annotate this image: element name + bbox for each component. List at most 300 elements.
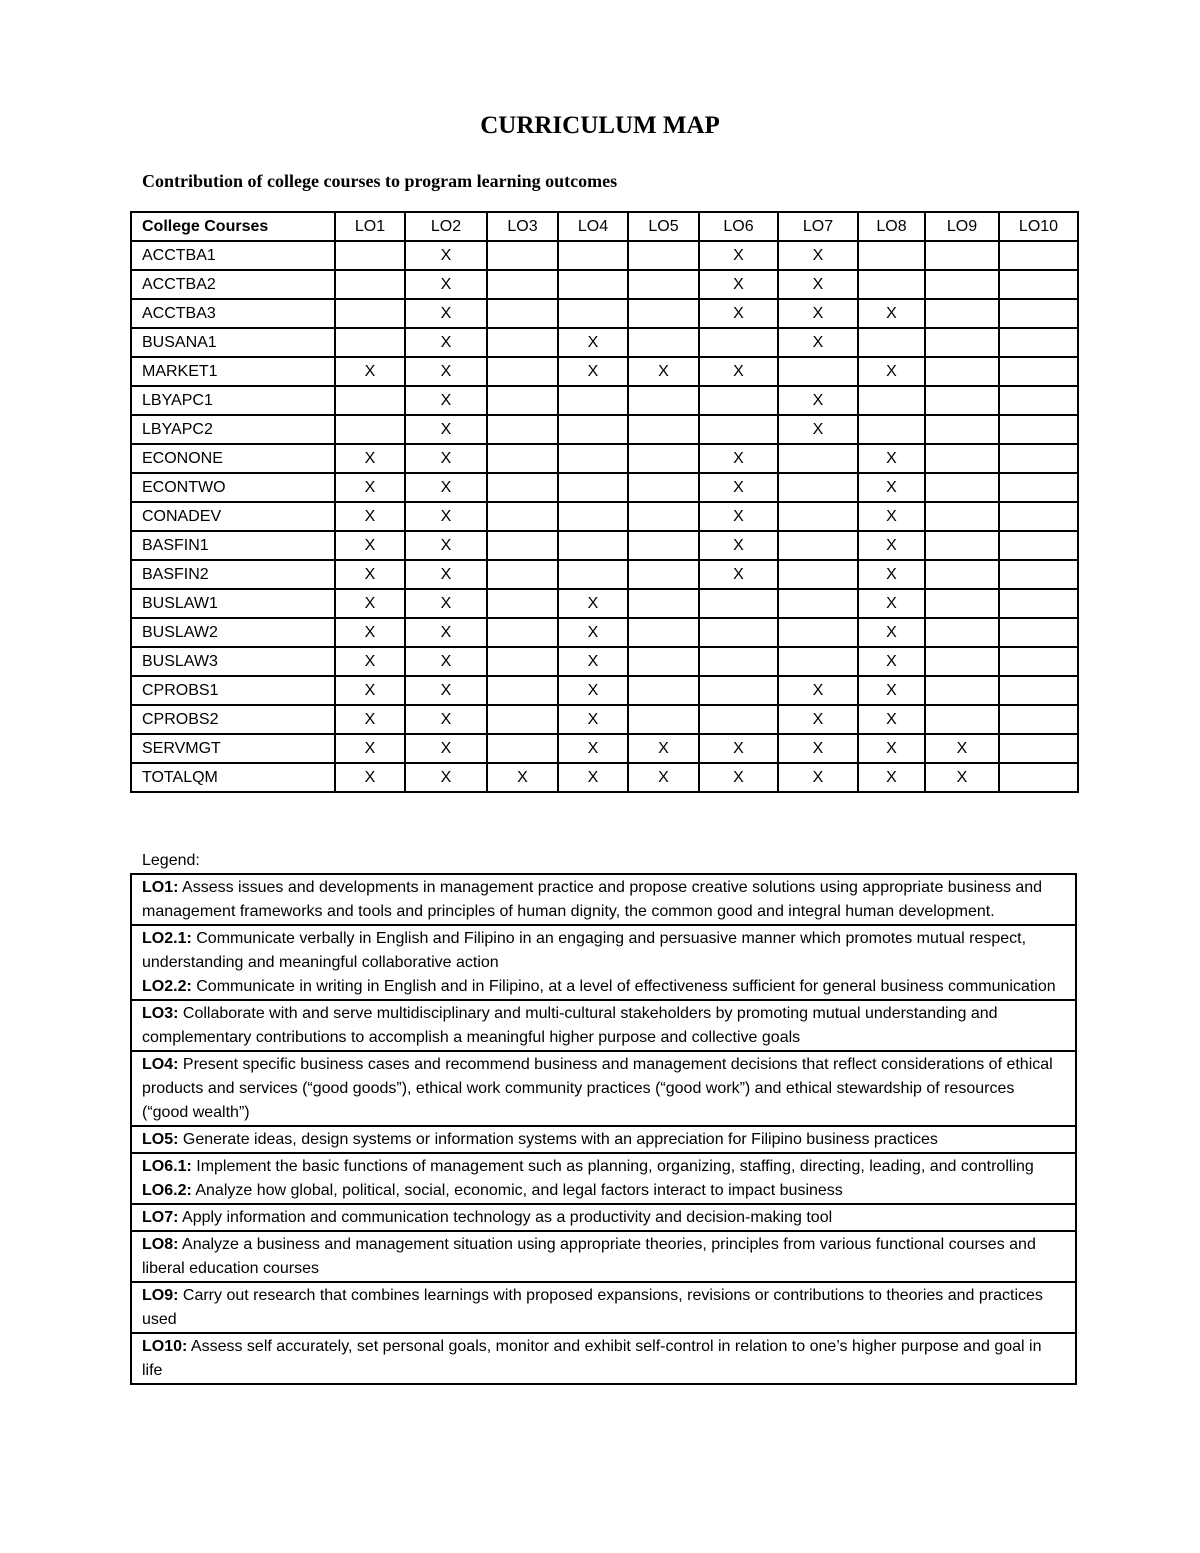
outcome-mark-cell: X: [405, 444, 487, 473]
outcome-mark-cell: X: [778, 676, 858, 705]
legend-row: [131, 925, 1076, 1000]
outcome-mark-cell: X: [335, 705, 405, 734]
outcome-mark-cell: X: [405, 241, 487, 270]
outcome-mark-cell: [699, 415, 778, 444]
outcome-mark-cell: X: [405, 270, 487, 299]
outcome-mark-cell: X: [628, 763, 699, 792]
table-row: [131, 647, 1078, 676]
outcome-mark-cell: X: [558, 618, 628, 647]
outcome-code: LO1:: [142, 879, 179, 896]
legend-row: [131, 1126, 1076, 1153]
course-cell: ACCTBA3: [131, 299, 335, 328]
outcome-description: Communicate verbally in English and Filipino in an engaging and persuasive manner which promotes mutual respect, understanding and meaningful collaborative action: [142, 930, 1027, 971]
outcome-mark-cell: [487, 473, 558, 502]
table-row: [131, 589, 1078, 618]
outcome-mark-cell: [558, 502, 628, 531]
lo-column-header: LO6: [699, 212, 778, 241]
outcome-mark-cell: [628, 386, 699, 415]
outcome-mark-cell: [925, 705, 999, 734]
outcome-mark-cell: [925, 618, 999, 647]
outcome-mark-cell: [558, 473, 628, 502]
outcome-mark-cell: [699, 589, 778, 618]
outcome-mark-cell: X: [405, 618, 487, 647]
outcome-mark-cell: X: [699, 763, 778, 792]
legend-row: [131, 1051, 1076, 1126]
outcome-mark-cell: [487, 618, 558, 647]
legend-cell: [131, 1333, 1076, 1384]
legend-row: [131, 1231, 1076, 1282]
outcome-mark-cell: [335, 328, 405, 357]
table-row: [131, 705, 1078, 734]
legend-row: [131, 874, 1076, 925]
outcome-mark-cell: [778, 560, 858, 589]
legend-entry: [142, 876, 1065, 924]
outcome-mark-cell: X: [405, 357, 487, 386]
outcome-mark-cell: [925, 357, 999, 386]
outcome-mark-cell: [487, 502, 558, 531]
outcome-code: LO2.1:: [142, 930, 192, 947]
outcome-mark-cell: [778, 618, 858, 647]
outcome-mark-cell: [858, 415, 925, 444]
outcome-mark-cell: [778, 473, 858, 502]
course-cell: BUSLAW3: [131, 647, 335, 676]
outcome-mark-cell: [925, 589, 999, 618]
outcome-mark-cell: X: [405, 676, 487, 705]
outcome-description: Generate ideas, design systems or information systems with an appreciation for Filipino business practices: [178, 1131, 938, 1148]
outcome-mark-cell: X: [335, 502, 405, 531]
legend-entry: [142, 1179, 1065, 1203]
outcome-mark-cell: [487, 676, 558, 705]
outcome-mark-cell: [558, 299, 628, 328]
outcome-mark-cell: [999, 763, 1078, 792]
outcome-mark-cell: X: [858, 705, 925, 734]
outcome-mark-cell: X: [699, 473, 778, 502]
legend-row: [131, 1000, 1076, 1051]
outcome-mark-cell: [335, 299, 405, 328]
outcome-mark-cell: [699, 647, 778, 676]
outcome-mark-cell: X: [858, 676, 925, 705]
outcome-mark-cell: [778, 589, 858, 618]
table-row: [131, 386, 1078, 415]
outcome-mark-cell: [778, 531, 858, 560]
legend-cell: [131, 1000, 1076, 1051]
outcome-description: Assess self accurately, set personal goals, monitor and exhibit self-control in relation to one’s higher purpose and goal in life: [142, 1338, 1042, 1379]
outcome-mark-cell: X: [778, 386, 858, 415]
outcome-mark-cell: [487, 560, 558, 589]
outcome-mark-cell: [335, 241, 405, 270]
course-cell: CONADEV: [131, 502, 335, 531]
outcome-mark-cell: [858, 328, 925, 357]
legend-cell: [131, 1282, 1076, 1333]
outcome-mark-cell: X: [858, 531, 925, 560]
page-title: CURRICULUM MAP: [480, 112, 720, 139]
outcome-mark-cell: X: [778, 705, 858, 734]
outcome-mark-cell: [999, 531, 1078, 560]
course-cell: LBYAPC1: [131, 386, 335, 415]
outcome-code: LO10:: [142, 1338, 188, 1355]
outcome-mark-cell: X: [858, 618, 925, 647]
outcome-code: LO2.2:: [142, 978, 192, 995]
outcome-mark-cell: X: [405, 386, 487, 415]
outcome-mark-cell: X: [558, 734, 628, 763]
outcome-mark-cell: X: [405, 560, 487, 589]
outcome-mark-cell: X: [699, 299, 778, 328]
outcome-mark-cell: [925, 386, 999, 415]
outcome-mark-cell: [999, 386, 1078, 415]
outcome-mark-cell: X: [405, 647, 487, 676]
outcome-mark-cell: [999, 618, 1078, 647]
outcome-mark-cell: [487, 299, 558, 328]
outcome-code: LO6.1:: [142, 1158, 192, 1175]
outcome-mark-cell: [925, 473, 999, 502]
course-cell: ECONONE: [131, 444, 335, 473]
table-row: [131, 473, 1078, 502]
outcome-mark-cell: X: [335, 444, 405, 473]
lo-column-header: LO5: [628, 212, 699, 241]
lo-column-header: LO9: [925, 212, 999, 241]
table-row: [131, 415, 1078, 444]
lo-column-header: LO10: [999, 212, 1078, 241]
outcome-mark-cell: X: [778, 734, 858, 763]
outcome-mark-cell: [778, 502, 858, 531]
outcome-mark-cell: [558, 386, 628, 415]
outcome-mark-cell: X: [858, 473, 925, 502]
table-row: [131, 618, 1078, 647]
outcome-mark-cell: X: [699, 734, 778, 763]
outcome-mark-cell: X: [778, 241, 858, 270]
outcome-mark-cell: X: [335, 647, 405, 676]
outcome-mark-cell: [925, 676, 999, 705]
outcome-mark-cell: X: [858, 357, 925, 386]
table-row: [131, 328, 1078, 357]
outcome-mark-cell: X: [858, 444, 925, 473]
outcome-mark-cell: [628, 299, 699, 328]
outcome-code: LO4:: [142, 1056, 179, 1073]
outcome-mark-cell: [999, 734, 1078, 763]
outcome-mark-cell: X: [858, 560, 925, 589]
outcome-mark-cell: X: [405, 763, 487, 792]
outcome-mark-cell: [925, 502, 999, 531]
outcome-mark-cell: [999, 473, 1078, 502]
outcome-mark-cell: [999, 299, 1078, 328]
course-cell: MARKET1: [131, 357, 335, 386]
outcome-mark-cell: X: [925, 763, 999, 792]
legend-entry: [142, 1335, 1065, 1383]
outcome-mark-cell: [925, 560, 999, 589]
outcome-mark-cell: X: [858, 734, 925, 763]
legend-cell: [131, 1126, 1076, 1153]
legend-cell: [131, 925, 1076, 1000]
outcome-mark-cell: [699, 618, 778, 647]
outcome-mark-cell: [487, 444, 558, 473]
outcome-mark-cell: X: [405, 328, 487, 357]
outcome-mark-cell: X: [858, 299, 925, 328]
outcome-mark-cell: [628, 241, 699, 270]
course-cell: BUSLAW2: [131, 618, 335, 647]
outcome-mark-cell: [999, 676, 1078, 705]
table-row: [131, 270, 1078, 299]
outcome-mark-cell: X: [335, 531, 405, 560]
outcome-mark-cell: X: [558, 357, 628, 386]
outcome-mark-cell: [999, 357, 1078, 386]
outcome-mark-cell: [858, 386, 925, 415]
outcome-mark-cell: X: [778, 763, 858, 792]
outcome-code: LO6.2:: [142, 1182, 192, 1199]
outcome-mark-cell: [999, 502, 1078, 531]
course-cell: ECONTWO: [131, 473, 335, 502]
outcome-mark-cell: X: [699, 531, 778, 560]
outcome-mark-cell: [999, 444, 1078, 473]
outcome-description: Carry out research that combines learnings with proposed expansions, revisions or contributions to theories and practices used: [142, 1287, 1043, 1328]
table-row: [131, 676, 1078, 705]
course-cell: ACCTBA1: [131, 241, 335, 270]
outcome-mark-cell: [558, 444, 628, 473]
outcome-mark-cell: [628, 560, 699, 589]
legend-entry: [142, 1233, 1065, 1281]
outcome-description: Analyze a business and management situation using appropriate theories, principles from various functional courses and liberal education courses: [142, 1236, 1036, 1277]
outcome-mark-cell: [628, 676, 699, 705]
outcome-mark-cell: [487, 270, 558, 299]
legend-entry: [142, 1284, 1065, 1332]
table-row: [131, 560, 1078, 589]
outcome-mark-cell: X: [487, 763, 558, 792]
lo-column-header: LO7: [778, 212, 858, 241]
lo-column-header: LO2: [405, 212, 487, 241]
outcome-mark-cell: X: [558, 676, 628, 705]
outcome-mark-cell: [925, 328, 999, 357]
outcome-mark-cell: X: [925, 734, 999, 763]
course-cell: LBYAPC2: [131, 415, 335, 444]
outcome-mark-cell: [487, 589, 558, 618]
table-row: [131, 763, 1078, 792]
course-cell: CPROBS1: [131, 676, 335, 705]
outcome-mark-cell: [335, 270, 405, 299]
outcome-mark-cell: [925, 241, 999, 270]
outcome-mark-cell: [558, 415, 628, 444]
outcome-mark-cell: [628, 270, 699, 299]
outcome-mark-cell: X: [335, 734, 405, 763]
course-cell: BASFIN1: [131, 531, 335, 560]
outcome-mark-cell: X: [405, 734, 487, 763]
outcome-mark-cell: [999, 415, 1078, 444]
outcome-mark-cell: [699, 386, 778, 415]
legend-entry: [142, 1206, 1065, 1230]
outcome-mark-cell: [487, 647, 558, 676]
lo-column-header: LO4: [558, 212, 628, 241]
outcome-mark-cell: X: [405, 705, 487, 734]
outcome-description: Present specific business cases and recommend business and management decisions that reflect considerations of ethical products and services (“good goods”), ethical work community practices (“good work”) and ethical stewardship of resources (“good wealth”): [142, 1056, 1053, 1121]
outcome-mark-cell: [628, 589, 699, 618]
outcome-description: Collaborate with and serve multidisciplinary and multi-cultural stakeholders by promoting mutual understanding and complementary contributions to accomplish a meaningful higher purpose and collective goals: [142, 1005, 998, 1046]
outcome-mark-cell: [858, 270, 925, 299]
outcome-description: Communicate in writing in English and in Filipino, at a level of effectiveness sufficient for general business communication: [191, 978, 1056, 995]
lo-column-header: LO8: [858, 212, 925, 241]
outcome-mark-cell: X: [558, 328, 628, 357]
legend-entry: [142, 1002, 1065, 1050]
outcome-mark-cell: [335, 415, 405, 444]
course-cell: CPROBS2: [131, 705, 335, 734]
outcome-mark-cell: [999, 328, 1078, 357]
outcome-mark-cell: X: [335, 763, 405, 792]
outcome-mark-cell: [925, 270, 999, 299]
outcome-mark-cell: X: [558, 589, 628, 618]
legend-row: [131, 1282, 1076, 1333]
outcome-mark-cell: X: [778, 299, 858, 328]
outcome-mark-cell: X: [335, 589, 405, 618]
course-cell: SERVMGT: [131, 734, 335, 763]
table-row: [131, 299, 1078, 328]
outcome-mark-cell: X: [405, 299, 487, 328]
table-row: [131, 444, 1078, 473]
outcome-code: LO7:: [142, 1209, 179, 1226]
outcome-mark-cell: [925, 531, 999, 560]
outcome-mark-cell: [628, 473, 699, 502]
outcome-mark-cell: [628, 618, 699, 647]
legend-cell: [131, 1204, 1076, 1231]
outcome-mark-cell: [778, 444, 858, 473]
legend-table: [130, 873, 1077, 1385]
outcome-mark-cell: [699, 328, 778, 357]
outcome-mark-cell: [628, 415, 699, 444]
outcome-mark-cell: [558, 241, 628, 270]
legend-entry: [142, 1128, 1065, 1152]
outcome-mark-cell: X: [405, 415, 487, 444]
outcome-mark-cell: X: [699, 270, 778, 299]
outcome-mark-cell: X: [335, 676, 405, 705]
outcome-mark-cell: X: [335, 618, 405, 647]
outcome-code: LO3:: [142, 1005, 179, 1022]
legend-entry: [142, 1053, 1065, 1125]
outcome-mark-cell: [558, 560, 628, 589]
outcome-mark-cell: X: [858, 502, 925, 531]
table-header-row: [131, 212, 1078, 241]
outcome-mark-cell: X: [405, 502, 487, 531]
outcome-mark-cell: [999, 241, 1078, 270]
outcome-mark-cell: [487, 415, 558, 444]
outcome-mark-cell: [487, 241, 558, 270]
page-subtitle: Contribution of college courses to program learning outcomes: [142, 171, 618, 191]
outcome-mark-cell: X: [405, 589, 487, 618]
outcome-description: Analyze how global, political, social, economic, and legal factors interact to impact business: [191, 1182, 843, 1199]
outcome-mark-cell: [699, 676, 778, 705]
outcome-mark-cell: X: [699, 357, 778, 386]
course-column-header: College Courses: [131, 212, 335, 241]
outcome-mark-cell: X: [778, 270, 858, 299]
outcome-mark-cell: [999, 647, 1078, 676]
curriculum-table: [130, 211, 1079, 793]
outcome-mark-cell: X: [858, 647, 925, 676]
outcome-mark-cell: [925, 299, 999, 328]
outcome-mark-cell: X: [558, 705, 628, 734]
outcome-mark-cell: X: [699, 444, 778, 473]
table-row: [131, 531, 1078, 560]
outcome-mark-cell: X: [628, 357, 699, 386]
outcome-mark-cell: X: [699, 502, 778, 531]
outcome-mark-cell: [778, 647, 858, 676]
outcome-mark-cell: X: [858, 589, 925, 618]
legend-row: [131, 1333, 1076, 1384]
outcome-mark-cell: [487, 386, 558, 415]
outcome-mark-cell: X: [699, 241, 778, 270]
table-row: [131, 241, 1078, 270]
outcome-mark-cell: [558, 270, 628, 299]
course-cell: BUSLAW1: [131, 589, 335, 618]
outcome-mark-cell: [628, 444, 699, 473]
outcome-mark-cell: [699, 705, 778, 734]
legend-row: [131, 1153, 1076, 1204]
outcome-mark-cell: [628, 647, 699, 676]
course-cell: BUSANA1: [131, 328, 335, 357]
legend-entry: [142, 927, 1065, 975]
legend-cell: [131, 1153, 1076, 1204]
legend-cell: [131, 1051, 1076, 1126]
legend-entry: [142, 1155, 1065, 1179]
outcome-description: Apply information and communication technology as a productivity and decision-making tool: [178, 1209, 833, 1226]
outcome-mark-cell: [925, 647, 999, 676]
outcome-mark-cell: [487, 734, 558, 763]
outcome-mark-cell: [778, 357, 858, 386]
outcome-mark-cell: [487, 357, 558, 386]
legend-cell: [131, 1231, 1076, 1282]
outcome-mark-cell: [628, 705, 699, 734]
outcome-mark-cell: X: [335, 560, 405, 589]
outcome-mark-cell: [628, 328, 699, 357]
course-cell: TOTALQM: [131, 763, 335, 792]
legend-entry: [142, 975, 1065, 999]
legend-cell: [131, 874, 1076, 925]
table-row: [131, 357, 1078, 386]
outcome-mark-cell: [628, 502, 699, 531]
outcome-mark-cell: [628, 531, 699, 560]
outcome-mark-cell: [999, 589, 1078, 618]
outcome-mark-cell: X: [699, 560, 778, 589]
outcome-mark-cell: X: [778, 415, 858, 444]
outcome-mark-cell: [999, 560, 1078, 589]
outcome-mark-cell: X: [335, 473, 405, 502]
outcome-code: LO8:: [142, 1236, 179, 1253]
lo-column-header: LO1: [335, 212, 405, 241]
outcome-mark-cell: [925, 444, 999, 473]
outcome-mark-cell: [858, 241, 925, 270]
lo-column-header: LO3: [487, 212, 558, 241]
outcome-mark-cell: [487, 705, 558, 734]
outcome-mark-cell: [335, 386, 405, 415]
outcome-code: LO5:: [142, 1131, 179, 1148]
outcome-mark-cell: X: [558, 647, 628, 676]
outcome-mark-cell: [558, 531, 628, 560]
outcome-mark-cell: [487, 328, 558, 357]
outcome-mark-cell: X: [405, 531, 487, 560]
course-cell: BASFIN2: [131, 560, 335, 589]
outcome-mark-cell: [999, 705, 1078, 734]
outcome-mark-cell: X: [778, 328, 858, 357]
legend-row: [131, 1204, 1076, 1231]
outcome-mark-cell: X: [628, 734, 699, 763]
outcome-mark-cell: X: [405, 473, 487, 502]
outcome-mark-cell: [999, 270, 1078, 299]
outcome-mark-cell: X: [858, 763, 925, 792]
outcome-code: LO9:: [142, 1287, 179, 1304]
table-row: [131, 502, 1078, 531]
course-cell: ACCTBA2: [131, 270, 335, 299]
outcome-mark-cell: X: [558, 763, 628, 792]
outcome-description: Assess issues and developments in management practice and propose creative solutions using appropriate business and management frameworks and tools and principles of human dignity, the common good and integral human development.: [142, 879, 1043, 920]
outcome-description: Implement the basic functions of management such as planning, organizing, staffing, directing, leading, and controlling: [191, 1158, 1034, 1175]
outcome-mark-cell: [487, 531, 558, 560]
outcome-mark-cell: X: [335, 357, 405, 386]
outcome-mark-cell: [925, 415, 999, 444]
legend-label: Legend:: [142, 852, 200, 869]
